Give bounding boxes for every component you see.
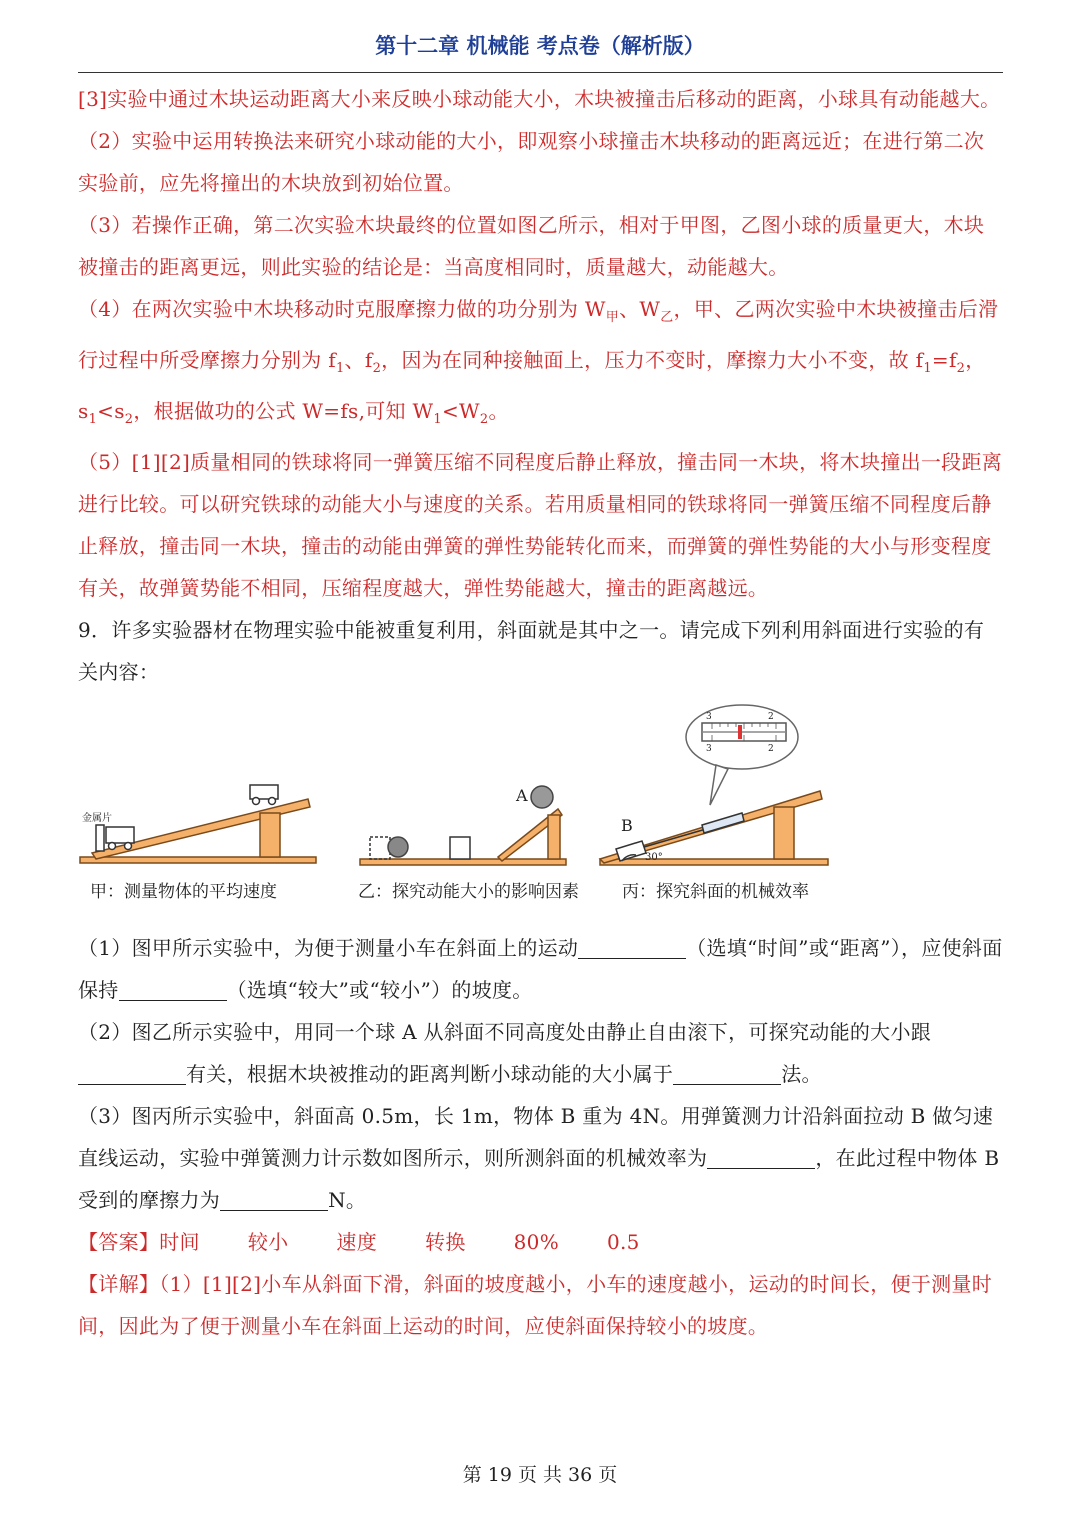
question-9-figure xyxy=(78,703,1003,923)
answer-blank xyxy=(707,1146,815,1169)
base-board-a xyxy=(80,857,316,863)
ball-small xyxy=(388,837,408,857)
analysis-p3: [3]实验中通过木块运动距离大小来反映小球动能大小，木块被撞击后移动的距离，小球具有动能越大。 xyxy=(78,87,1001,111)
scale-pointer xyxy=(738,725,742,739)
object-b xyxy=(616,841,646,861)
answer-line: 【答案】时间 较小 速度 转换 80% 0.5 xyxy=(78,1230,640,1254)
answer-blank xyxy=(78,1062,186,1085)
diagram-b-kinetic-energy xyxy=(360,786,566,865)
scale-number-bottom-left: 3 xyxy=(706,744,712,754)
header-divider xyxy=(78,72,1003,73)
diagram-a-average-speed xyxy=(80,785,316,863)
answer-blank xyxy=(220,1188,328,1211)
support-block-c xyxy=(774,807,794,859)
angle-label: 30° xyxy=(645,852,663,863)
question-9-part-1: （1）图甲所示实验中，为便于测量小车在斜面上的运动 （选填“时间”或“距离”），应使斜面保持 （选填“较大”或“较小”）的坡度。 xyxy=(78,936,1003,1002)
answer-blank xyxy=(673,1062,781,1085)
ball-a xyxy=(531,786,553,808)
caption-c: 丙：探究斜面的机械效率 xyxy=(622,882,809,902)
answer-blank xyxy=(578,936,686,959)
detail-paragraph: 【详解】（1）[1][2]小车从斜面下滑，斜面的坡度越小，小车的速度越小，运动的时间长，便于测量时间，因此为了便于测量小车在斜面上运动的时间，应使斜面保持较小的坡度。 xyxy=(78,1272,993,1338)
question-9-stem: 9．许多实验器材在物理实验中能被重复利用，斜面就是其中之一。请完成下列利用斜面进行实验的有关内容： xyxy=(78,618,985,684)
page-content xyxy=(78,78,1003,1347)
caption-b: 乙：探究动能大小的影响因素 xyxy=(358,882,579,902)
answer-label: 【答案】 xyxy=(78,1230,160,1254)
support-block-a xyxy=(260,813,280,857)
metal-plate xyxy=(96,825,104,851)
scale-number-top-right: 2 xyxy=(768,712,774,722)
base-board-c xyxy=(600,859,828,865)
spring-scale-body xyxy=(702,813,744,833)
caption-a: 甲：测量物体的平均速度 xyxy=(90,882,277,902)
zoom-pointer xyxy=(710,765,728,805)
question-9-part-3: （3）图丙所示实验中，斜面高 0.5m，长 1m，物体 B 重为 4N。用弹簧测力计沿斜面拉动 B 做匀速直线运动，实验中弹簧测力计示数如图所示，则所测斜面的机械效率为 ，在此过程中物体 B 受到的摩擦力为 N。 xyxy=(78,1104,1000,1212)
page-footer: 第 19 页 共 36 页 xyxy=(462,1464,618,1486)
base-board-b xyxy=(360,859,566,865)
diagram-c-efficiency xyxy=(600,705,828,865)
scale-number-top-left: 3 xyxy=(706,712,712,722)
block-moved xyxy=(450,837,470,859)
question-9-part-2: （2）图乙所示实验中，用同一个球 A 从斜面不同高度处由静止自由滚下，可探究动能的大小跟有关，根据木块被推动的距离判断小球动能的大小属于 法。 xyxy=(78,1020,932,1086)
support-block-b xyxy=(548,815,560,859)
answer-blank xyxy=(119,978,227,1001)
label-b: B xyxy=(621,816,633,835)
label-a: A xyxy=(516,786,528,805)
spring-scale-hook xyxy=(644,829,706,847)
detail-label: 【详解】 xyxy=(78,1272,160,1296)
block-initial xyxy=(370,837,390,859)
analysis-q2: （2）实验中运用转换法来研究小球动能的大小，即观察小球撞击木块移动的距离远近；在进行第二次实验前，应先将撞出的木块放到初始位置。 xyxy=(78,129,985,195)
metal-plate-label: 金属片 xyxy=(82,813,112,824)
page-header: 第十二章 机械能 考点卷（解析版） xyxy=(375,34,705,58)
scale-number-bottom-right: 2 xyxy=(768,744,774,754)
cart-top xyxy=(250,785,278,805)
analysis-q5: （5）[1][2]质量相同的铁球将同一弹簧压缩不同程度后静止释放，撞击同一木块，将木块撞出一段距离进行比较。可以研究铁球的动能大小与速度的关系。若用质量相同的铁球将同一弹簧压缩不同程度后静止释放，撞击同一木块，撞击的动能由弹簧的弹性势能转化而来，而弹簧的弹性势能的大小与形变程度有关，故弹簧势能不相同，压缩程度越大，弹性势能越大，撞击的距离越远。 xyxy=(78,450,1003,600)
analysis-q3: （3）若操作正确，第二次实验木块最终的位置如图乙所示，相对于甲图，乙图小球的质量更大，木块被撞击的距离更远，则此实验的结论是：当高度相同时，质量越大，动能越大。 xyxy=(78,213,985,279)
analysis-q4: （4）在两次实验中木块移动时克服摩擦力做的功分别为 $W_甲$、$W_乙$，甲、乙两次实验中木块被撞击后滑行过程中所受摩擦力分别为 $f_1$、$f_2$，因为在同种接触面上，压力不变时，摩擦力大小不变，故 $f_1=f_2$，$s_1<s_2$，根据做功的公式 W=fs,可知 $W_1<W_2$。 xyxy=(78,297,999,427)
